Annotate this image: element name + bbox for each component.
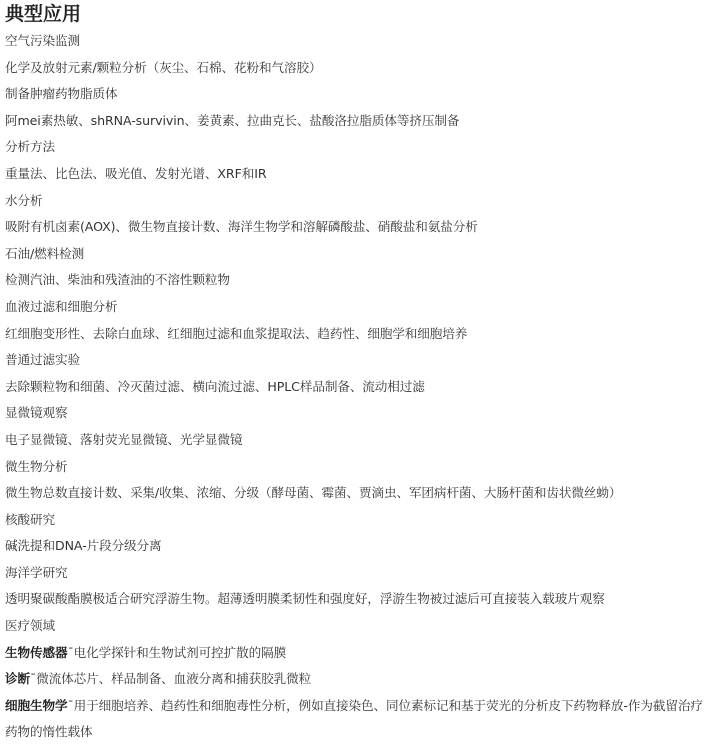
section-heading: 血液过滤和细胞分析: [5, 298, 118, 314]
section-heading: 普通过滤实验: [5, 352, 80, 368]
section-detail: 去除颗粒物和细菌、冷灭菌过滤、横向流过滤、HPLC样品制备、流动相过滤: [5, 378, 425, 394]
section-detail: 吸附有机卤素(AOX)、微生物直接计数、海洋生物学和溶解磷酸盐、硝酸盐和氨盐分析: [5, 219, 478, 235]
section-oceanography: [5, 560, 708, 613]
section-heading: 石油/燃料检测: [5, 245, 85, 261]
medical-item-lead: 诊断: [5, 671, 30, 687]
medical-item-text: ¯电化学探针和生物试剂可控扩散的隔膜: [67, 644, 287, 660]
section-liposome: [5, 81, 708, 134]
section-blood-filtration: [5, 294, 708, 347]
section-detail: 电子显微镜、落射荧光显微镜、光学显微镜: [5, 431, 243, 447]
section-petroleum: [5, 241, 708, 294]
section-heading: 医疗领域: [5, 618, 55, 634]
section-heading: 核酸研究: [5, 511, 55, 527]
section-detail: 重量法、比色法、吸光值、发射光谱、XRF和IR: [5, 165, 267, 181]
section-heading: 微生物分析: [5, 458, 68, 474]
medical-item-lead: 细胞生物学: [5, 697, 68, 713]
section-detail: 化学及放射元素/颗粒分析（灰尘、石棉、花粉和气溶胶）: [5, 59, 322, 75]
medical-item-cell-biology: [5, 693, 708, 746]
section-nucleic-acid: [5, 507, 708, 560]
section-microbial: [5, 454, 708, 507]
section-detail: 透明聚碳酸酯膜极适合研究浮游生物。超薄透明膜柔韧性和强度好，浮游生物被过滤后可直接装入载玻片观察: [5, 591, 605, 607]
section-analysis-methods: [5, 134, 708, 187]
medical-item-text: ¯用于细胞培养、趋药性和细胞毒性分析，例如直接染色、同位素标记和基于荧光的分析皮下药物释放-作为截留治疗药物的惰性载体: [5, 697, 703, 740]
section-heading: 水分析: [5, 192, 43, 208]
medical-item-biosensor: [5, 640, 708, 667]
section-detail: 微生物总数直接计数、采集/收集、浓缩、分级（酵母菌、霉菌、贾滴虫、军团病杆菌、大肠杆菌和齿状微丝蚴）: [5, 485, 622, 501]
medical-item-lead: 生物传感器: [5, 644, 68, 660]
section-heading: 海洋学研究: [5, 564, 68, 580]
section-air-pollution: [5, 28, 708, 81]
section-heading: 分析方法: [5, 139, 55, 155]
medical-item-diagnosis: [5, 666, 708, 693]
medical-item-text: ¯微流体芯片、样品制备、血液分离和捕获胶乳微粒: [30, 671, 312, 687]
section-detail: 检测汽油、柴油和残渣油的不溶性颗粒物: [5, 272, 230, 288]
section-heading: 制备肿瘤药物脂质体: [5, 86, 118, 102]
section-detail: 红细胞变形性、去除白血球、红细胞过滤和血浆提取法、趋药性、细胞学和细胞培养: [5, 325, 468, 341]
section-general-filtration: [5, 347, 708, 400]
section-microscopy: [5, 400, 708, 453]
page-title: 典型应用: [5, 3, 82, 25]
section-detail: 阿mei素热敏、shRNA-survivin、姜黄素、拉曲克长、盐酸洛拉脂质体等挤压制备: [5, 112, 460, 128]
section-heading: 空气污染监测: [5, 33, 80, 48]
section-medical: [5, 613, 708, 746]
section-heading: 显微镜观察: [5, 405, 68, 421]
section-detail: 碱洗提和DNA-片段分级分离: [5, 538, 162, 554]
section-water-analysis: [5, 188, 708, 241]
